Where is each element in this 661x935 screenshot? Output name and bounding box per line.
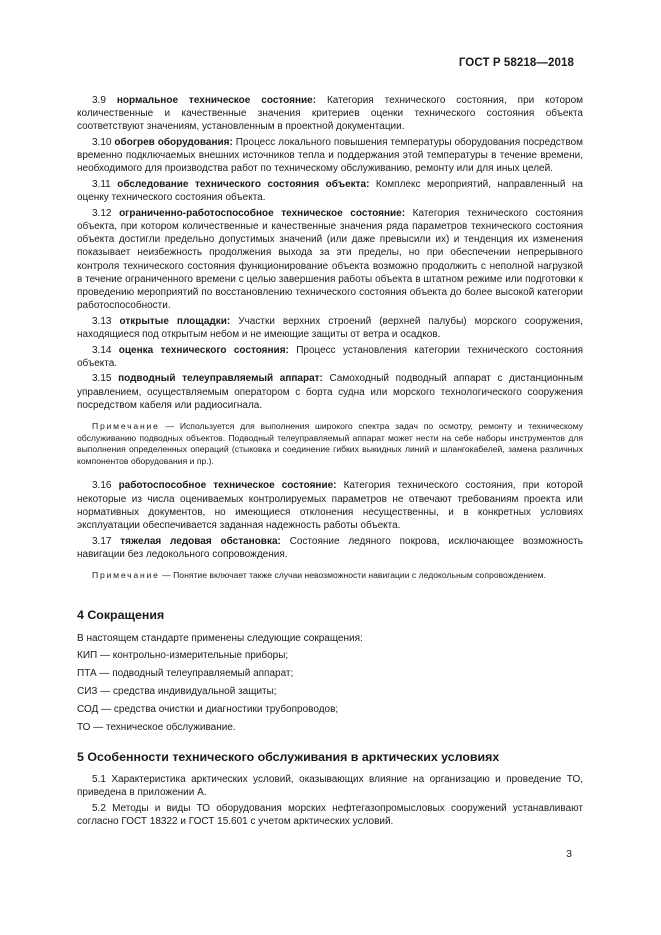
abbreviation-item: ПТА — подводный телеуправляемый аппарат; (77, 668, 294, 680)
abbreviations-intro: В настоящем стандарте применены следующие сокращения: (77, 632, 363, 644)
note-3-15: Примечание — Используется для выполнения широкого спектра задач по осмотру, ремонту и техническому обслуживанию подводных объектов. Подводный телеуправляемый аппарат может нести на себе наборы инструментов для выполнения определенных операций (стыковка и соединение гибких выкидных линий и шлангокабелей, замена различных компонентов оборудования и пр.). (77, 421, 583, 466)
document-id-header: ГОСТ Р 58218—2018 (458, 57, 574, 69)
abbreviation-item: КИП — контрольно-измерительные приборы; (77, 650, 289, 662)
section-4-title: 4 Сокращения (77, 607, 165, 622)
paragraph-5-1: 5.1 Характеристика арктических условий, оказывающих влияние на организацию и проведение ТО, приведена в приложении А. (77, 773, 583, 798)
abbreviation-item: СОД — средства очистки и диагностики трубопроводов; (77, 703, 339, 715)
definition-3-11: 3.11 обследование технического состояния объекта: Комплекс мероприятий, направленный на оценку технического состояния объекта. (77, 179, 583, 204)
page-number: 3 (566, 848, 572, 860)
definition-3-15: 3.15 подводный телеуправляемый аппарат: Самоходный подводный аппарат с дистанционным управлением, осуществляемым оператором с борта судна или морского технологического сооружения посредством кабеля или радиосигнала. (77, 373, 584, 411)
definition-3-12: 3.12 ограниченно-работоспособное техническое состояние: Категория технического состояния объекта, при котором количественные и качественные значения ряда параметров технического состояния объекта достигли предельно допустимых значений (или даже превысили их) и тенденция их изменения показывает неизбежность продолжения выхода за эти пределы, но при обеспечении непрерывного контроля технического состояния функционирование объекта возможно продолжить с неполной нагрузкой в течение ограниченного времени с целью завершения работы объекта в штатном режиме или подготовки к проведению мероприятий по восстановлению технического состояния объекта до более высокой категории работоспособности. (77, 207, 583, 312)
definition-3-14: 3.14 оценка технического состояния: Процесс установления категории технического состояния объекта. (77, 344, 583, 369)
definition-3-9: 3.9 нормальное техническое состояние: Категория технического состояния, при котором количественные и качественные значения критериев оценки технического состояния объекта соответствуют значениям, установленным в проектной документации. (77, 95, 584, 133)
note-3-17: Примечание — Понятие включает также случаи невозможности навигации с ледокольным сопровождением. (92, 570, 546, 580)
definition-3-13: 3.13 открытые площадки: Участки верхних строений (верхней палубы) морского сооружения, находящиеся под открытым небом и не имеющие защиты от ветра и осадков. (77, 315, 583, 341)
abbreviation-item: СИЗ — средства индивидуальной защиты; (77, 685, 277, 697)
definition-3-17: 3.17 тяжелая ледовая обстановка: Состояние ледяного покрова, исключающее возможность навигации без ледокольного сопровождения. (77, 535, 584, 560)
page-content (77, 94, 583, 830)
abbreviation-item: ТО — техническое обслуживание. (77, 721, 236, 733)
definition-3-16: 3.16 работоспособное техническое состояние: Категория технического состояния, при которой некоторые из числа оцениваемых контролируемых параметров не отвечают требованиям проекта или нормативных документов, но имеющиеся отклонения несущественны, и в конкретных условиях эксплуатации обеспечивается заданная надежность работы объекта. (77, 480, 584, 531)
paragraph-5-2: 5.2 Методы и виды ТО оборудования морских нефтегазопромысловых сооружений устанавливают согласно ГОСТ 18322 и ГОСТ 15.601 с учетом арктических условий. (77, 802, 583, 827)
definition-3-10: 3.10 обогрев оборудования: Процесс локального повышения температуры оборудования посредством временно подключаемых внешних источников тепла и поддержания этой температуры в течение времени, необходимого для производства работ по техническому обслуживанию, ремонту или для иных целей. (77, 137, 584, 175)
section-5-title: 5 Особенности технического обслуживания в арктических условиях (77, 749, 500, 764)
